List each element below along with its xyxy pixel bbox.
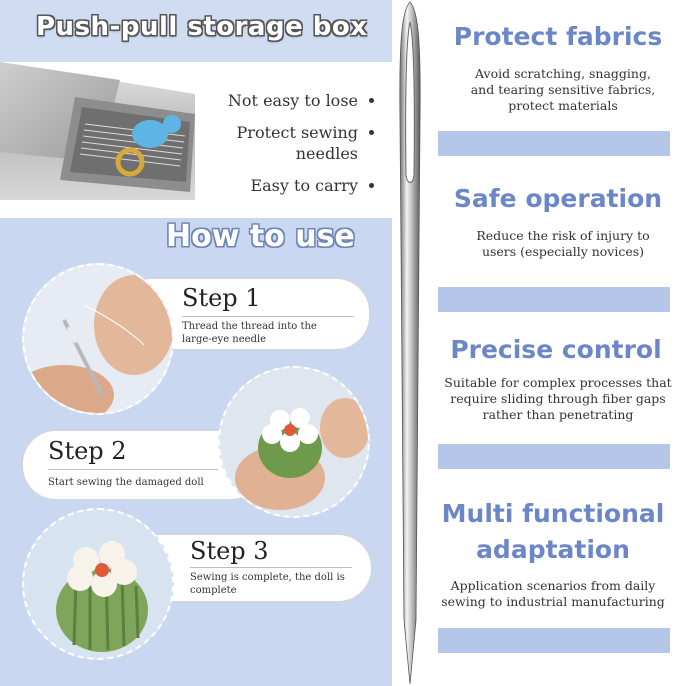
feature-3-title: Precise control	[450, 335, 662, 364]
feature-1-bar	[438, 131, 670, 156]
storage-tin-image	[0, 52, 195, 200]
step-3-divider	[190, 567, 352, 568]
step-3-desc: Sewing is complete, the doll is complete	[190, 572, 345, 596]
bullet-item: Protect sewing needles	[200, 122, 376, 164]
feature-3-bar	[438, 444, 670, 469]
bullet-item: Easy to carry	[200, 175, 376, 196]
needle-image	[388, 0, 432, 686]
feature-2-bar	[438, 287, 670, 312]
storage-title: Push-pull storage box	[36, 12, 368, 42]
step-2-photo	[218, 366, 370, 518]
storage-bullets	[200, 90, 376, 207]
step-1-divider	[182, 316, 354, 317]
feature-4-bar	[438, 628, 670, 653]
feature-2-title: Safe operation	[453, 184, 663, 213]
step-2-desc: Start sewing the damaged doll	[48, 477, 204, 488]
step-1-desc: Thread the thread into the large-eye needle	[182, 321, 317, 345]
howto-title: How to use	[166, 219, 355, 254]
feature-1-desc: Avoid scratching, snagging, and tearing sensitive fabrics, protect materials	[470, 66, 656, 113]
feature-4-desc: Application scenarios from daily sewing to industrial manufacturing	[441, 578, 665, 609]
feature-2-desc: Reduce the risk of injury to users (especially novices)	[476, 228, 650, 259]
bullet-item: Not easy to lose	[200, 90, 376, 111]
feature-4-title: Multi functional adaptation	[441, 499, 665, 564]
step-1-heading: Step 1	[182, 284, 261, 312]
step-1-photo	[22, 263, 174, 415]
step-3-heading: Step 3	[190, 537, 269, 565]
feature-1-title: Protect fabrics	[453, 22, 663, 51]
step-2-divider	[48, 469, 218, 470]
feature-3-desc: Suitable for complex processes that require sliding through fiber gaps rather than penetrating	[444, 375, 672, 422]
step-2-heading: Step 2	[48, 437, 127, 465]
step-3-photo	[22, 508, 174, 660]
